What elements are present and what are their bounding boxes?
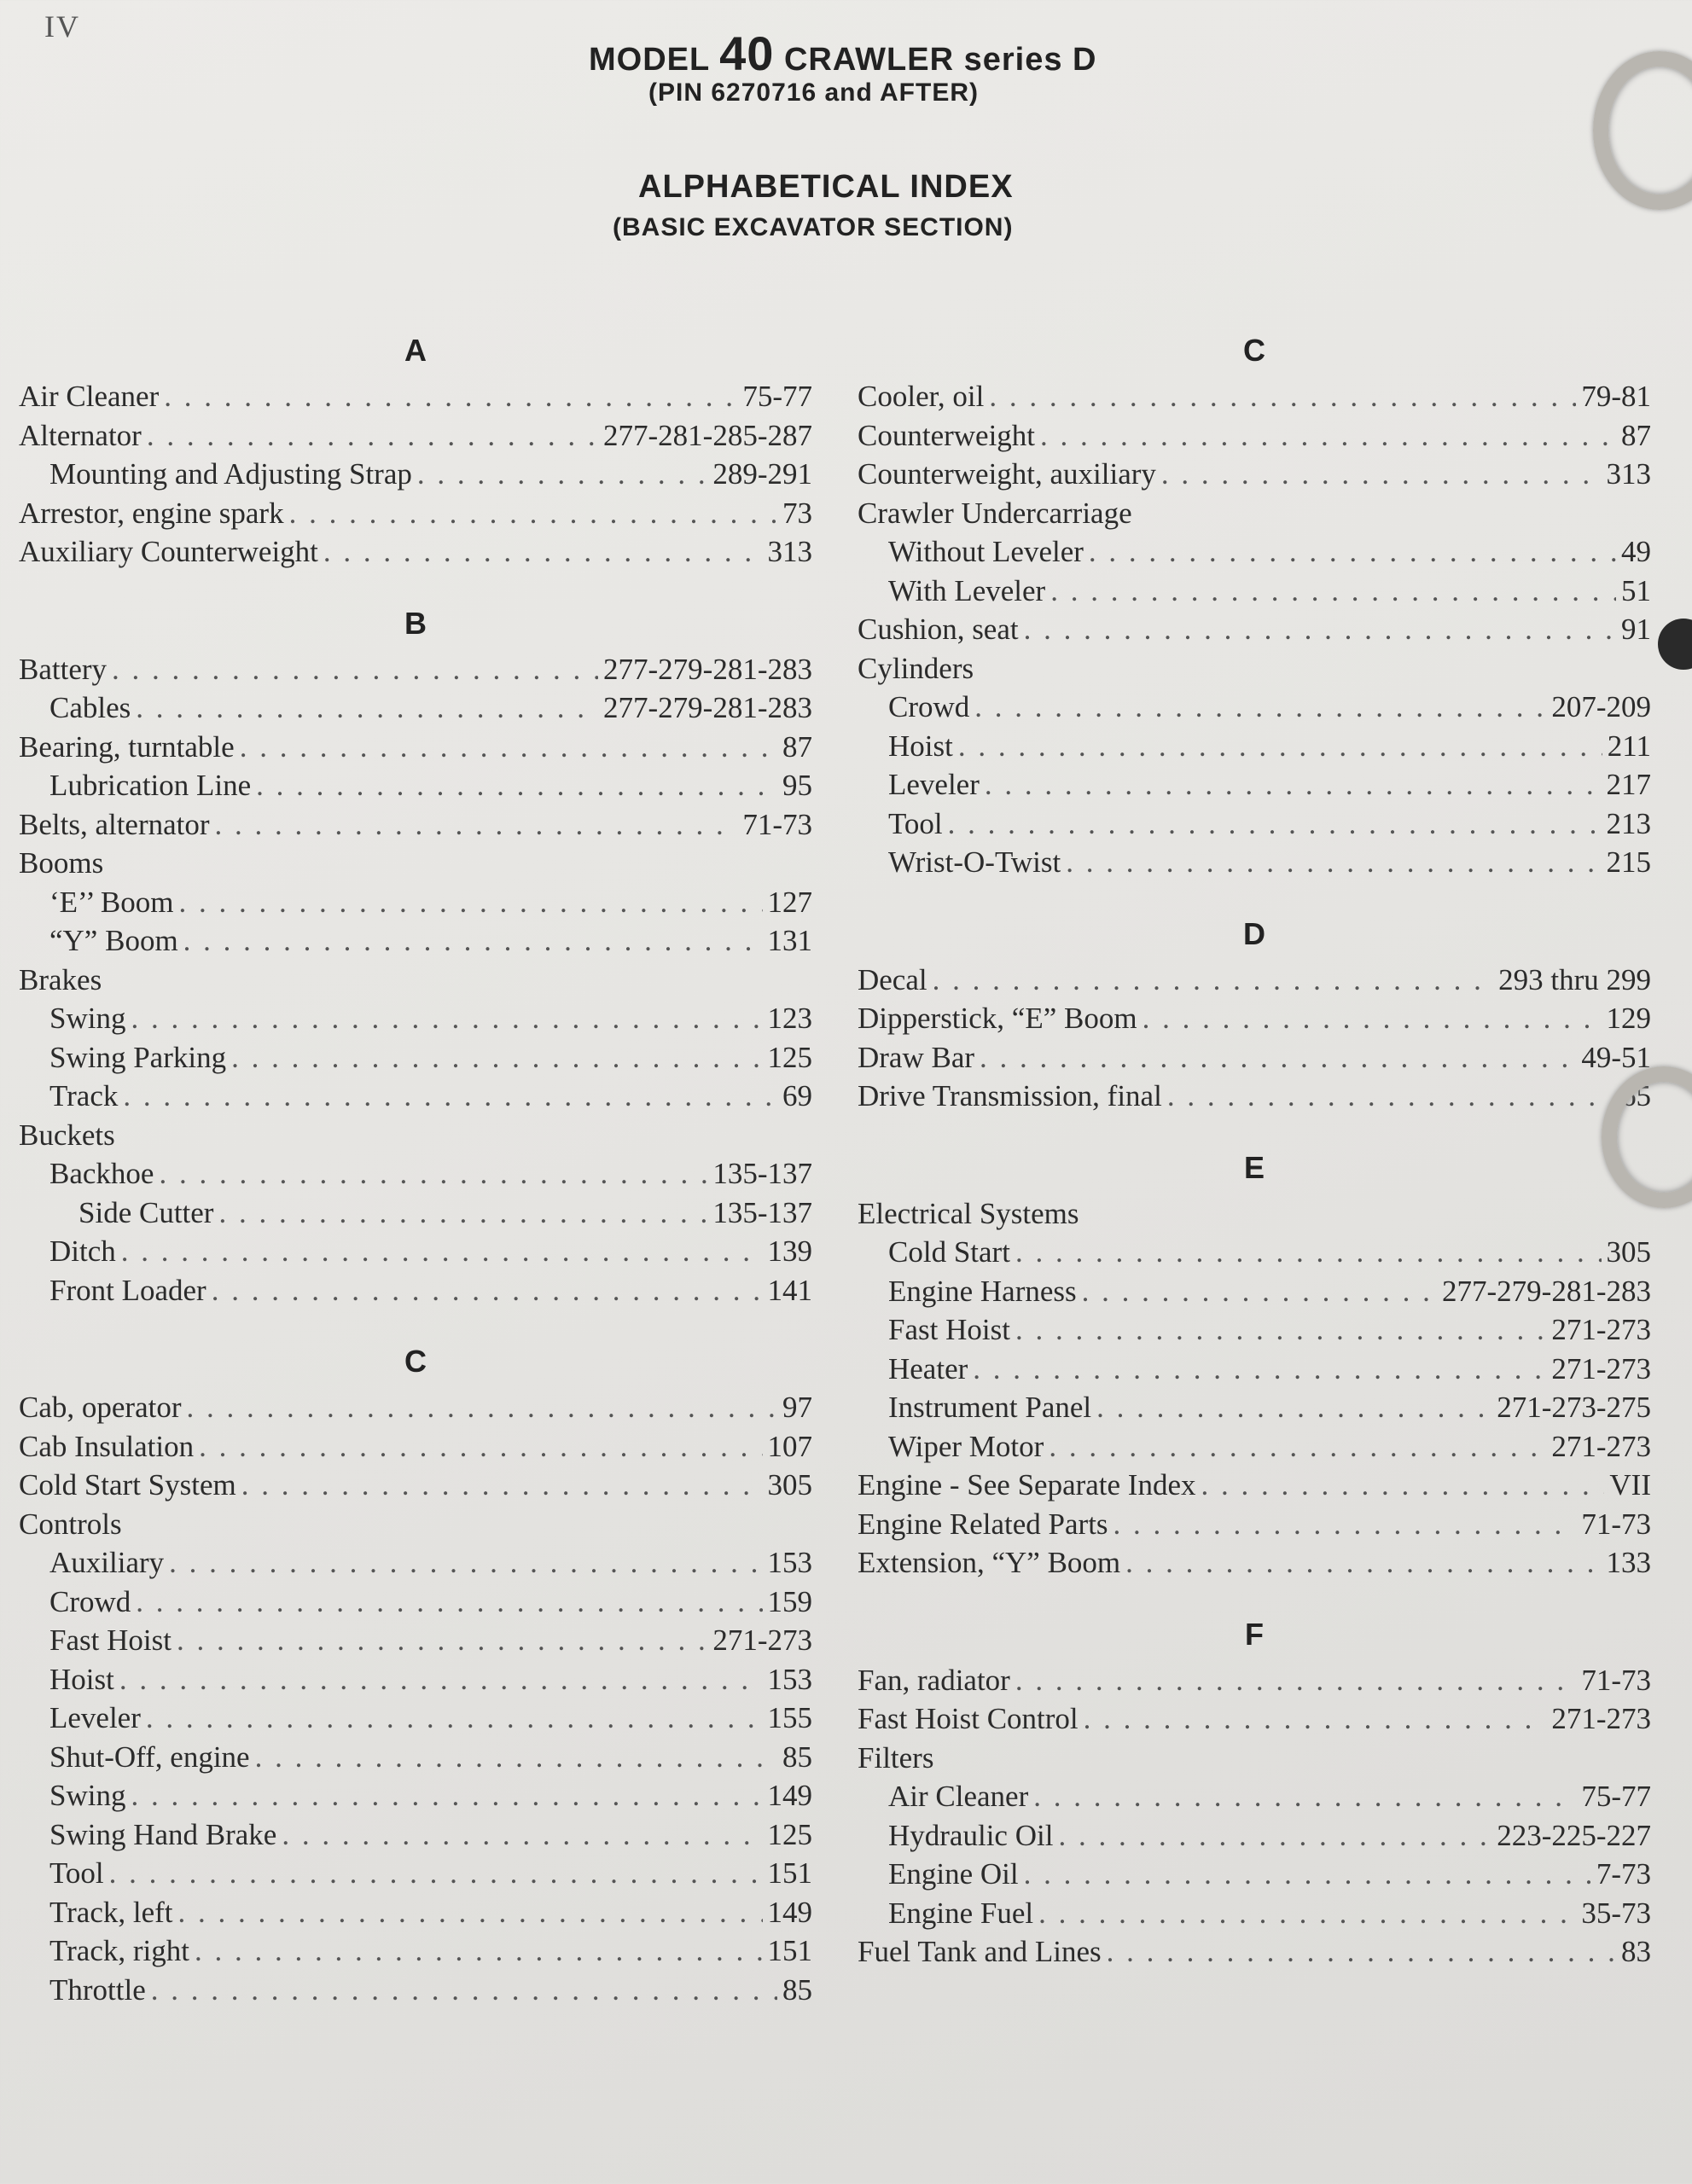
dot-leader <box>1033 1777 1576 1816</box>
entry-label: Fan, radiator <box>858 1663 1010 1697</box>
entry-label: Fast Hoist Control <box>858 1702 1079 1735</box>
entry-label: Throttle <box>49 1972 146 2007</box>
dot-leader <box>1201 1466 1605 1505</box>
dot-leader <box>417 455 707 494</box>
index-entry <box>858 377 1651 416</box>
entry-page: 129 <box>1606 1002 1651 1035</box>
entry-label: Wrist-O-Twist <box>888 845 1061 879</box>
index-entry <box>858 1894 1651 1933</box>
entry-page: 139 <box>767 1234 812 1268</box>
entry-page: 135-137 <box>712 1157 812 1190</box>
index-entry <box>19 999 812 1038</box>
index-entry <box>858 1505 1651 1544</box>
entry-page: 153 <box>767 1546 812 1579</box>
index-entry <box>858 1038 1651 1077</box>
index-entry <box>19 921 812 961</box>
index-group-heading: Brakes <box>19 962 102 996</box>
entry-label: Fast Hoist <box>888 1313 1010 1346</box>
entry-page: 65 <box>1621 1079 1651 1112</box>
entry-label: Leveler <box>49 1701 141 1734</box>
entry-label: Drive Transmission, final <box>858 1079 1162 1112</box>
entry-label: Front Loader <box>49 1273 206 1307</box>
entry-page: 73 <box>782 496 812 530</box>
entry-label: Auxiliary Counterweight <box>19 535 318 568</box>
entry-page: 217 <box>1606 768 1651 801</box>
entry-label: Cables <box>49 691 131 724</box>
entry-page: 277-279-281-283 <box>603 652 812 686</box>
entry-label: Crowd <box>49 1584 131 1618</box>
index-entry <box>19 883 812 922</box>
entry-label: Mounting and Adjusting Strap <box>49 457 412 491</box>
entry-label: Counterweight <box>858 418 1036 452</box>
index-entry <box>19 1038 812 1077</box>
entry-label: Arrestor, engine spark <box>19 496 284 530</box>
index-entry <box>19 1583 812 1622</box>
dot-leader <box>1024 610 1616 649</box>
index-entry <box>19 1543 812 1583</box>
entry-page: 149 <box>767 1779 812 1812</box>
dot-leader <box>164 377 737 416</box>
index-entry <box>19 1388 812 1427</box>
entry-label: Fuel Tank and Lines <box>858 1935 1102 1968</box>
section-letter: B <box>404 605 427 641</box>
dot-leader <box>282 1815 762 1855</box>
dot-leader <box>289 494 777 533</box>
entry-label: Engine Related Parts <box>858 1507 1108 1541</box>
entry-page: 313 <box>767 535 812 568</box>
dot-leader <box>151 1971 777 2010</box>
entry-page: 213 <box>1606 806 1651 840</box>
index-entry <box>19 1466 812 1505</box>
entry-page: 79-81 <box>1581 380 1651 413</box>
entry-page: 87 <box>1621 418 1651 452</box>
entry-page: 153 <box>767 1662 812 1696</box>
entry-page: 293 thru 299 <box>1498 962 1651 996</box>
dot-leader <box>241 1466 763 1505</box>
dot-leader <box>147 416 598 456</box>
index-entry <box>19 1699 812 1738</box>
index-entry <box>858 1777 1651 1816</box>
dot-leader <box>1038 1894 1576 1933</box>
entry-label: Air Cleaner <box>19 380 160 413</box>
entry-page: 149 <box>767 1895 812 1929</box>
dot-leader <box>131 1776 762 1815</box>
index-entry <box>858 1466 1651 1505</box>
index-entry <box>19 650 812 689</box>
index-entry <box>858 532 1651 572</box>
entry-label: Track <box>49 1079 119 1112</box>
dot-leader <box>212 1271 763 1310</box>
entry-page: 51 <box>1621 573 1651 607</box>
section-letter: C <box>1243 333 1265 368</box>
entry-label: Swing <box>49 1779 126 1812</box>
entry-label: Extension, “Y” Boom <box>858 1546 1121 1579</box>
dot-leader <box>1049 1427 1546 1467</box>
entry-page: VII <box>1609 1468 1651 1502</box>
index-entry <box>858 1388 1651 1427</box>
entry-label: With Leveler <box>888 573 1046 607</box>
entry-page: 7-73 <box>1596 1857 1651 1891</box>
dot-leader <box>958 727 1602 766</box>
dot-leader <box>177 1621 707 1660</box>
dot-leader <box>231 1038 762 1077</box>
index-group-heading: Filters <box>858 1740 934 1774</box>
dot-leader <box>973 1350 1546 1389</box>
index-entry <box>19 766 812 805</box>
document-title <box>589 26 1097 81</box>
entry-page: 131 <box>767 924 812 957</box>
dot-leader <box>1040 416 1616 456</box>
entry-label: “Y” Boom <box>49 924 178 957</box>
entry-page: 123 <box>767 1002 812 1035</box>
section-letter: E <box>1243 1149 1265 1185</box>
entry-page: 75-77 <box>742 380 812 413</box>
index-entry <box>858 610 1651 649</box>
section-letter: C <box>404 1344 427 1379</box>
entry-page: 271-273 <box>1551 1351 1651 1385</box>
entry-page: 75-77 <box>1581 1780 1651 1813</box>
index-entry <box>19 1854 812 1893</box>
entry-page: 151 <box>767 1856 812 1890</box>
index-entry <box>858 843 1651 882</box>
entry-label: Cold Start <box>888 1235 1010 1269</box>
dot-leader <box>215 805 738 845</box>
entry-page: 271-273 <box>712 1623 812 1657</box>
index-entry <box>19 688 812 728</box>
entry-page: 71-73 <box>742 807 812 841</box>
dot-leader <box>199 1427 762 1467</box>
entry-page: 211 <box>1607 729 1651 763</box>
dot-leader <box>1096 1388 1491 1427</box>
model-number: 40 <box>719 26 775 80</box>
entry-label: Shut-Off, engine <box>49 1740 250 1774</box>
dot-leader <box>1050 572 1616 611</box>
dot-leader <box>1113 1505 1577 1544</box>
dot-leader <box>980 1038 1576 1077</box>
index-entry <box>858 999 1651 1038</box>
entry-page: 305 <box>767 1468 812 1502</box>
dot-leader <box>989 377 1576 416</box>
dot-leader <box>131 999 762 1038</box>
entry-page: 71-73 <box>1581 1663 1651 1697</box>
index-entry <box>19 494 812 533</box>
entry-page: 49 <box>1621 535 1651 568</box>
entry-page: 125 <box>767 1817 812 1851</box>
entry-label: Engine - See Separate Index <box>858 1468 1196 1502</box>
entry-page: 83 <box>1621 1935 1651 1968</box>
entry-label: Heater <box>888 1351 968 1385</box>
entry-page: 271-273 <box>1551 1313 1651 1346</box>
index-group-heading: Crawler Undercarriage <box>858 496 1132 530</box>
entry-label: Engine Fuel <box>888 1896 1034 1930</box>
entry-page: 271-273-275 <box>1497 1391 1651 1424</box>
entry-page: 159 <box>767 1584 812 1618</box>
dot-leader <box>183 921 763 961</box>
entry-label: ‘E’’ Boom <box>49 885 174 919</box>
entry-page: 97 <box>782 1391 812 1424</box>
dot-leader <box>186 1388 777 1427</box>
entry-page: 151 <box>767 1934 812 1967</box>
dot-leader <box>195 1931 763 1971</box>
dot-leader <box>136 1583 762 1622</box>
dot-leader <box>1082 1272 1437 1311</box>
index-entry <box>858 1272 1651 1311</box>
entry-label: Engine Oil <box>888 1857 1019 1891</box>
entry-page: 141 <box>767 1273 812 1307</box>
entry-page: 277-279-281-283 <box>1442 1274 1651 1308</box>
index-entry <box>858 1350 1651 1389</box>
entry-label: Belts, alternator <box>19 807 210 841</box>
index-entry <box>19 1815 812 1855</box>
section-letter: F <box>1245 1616 1264 1652</box>
dot-leader <box>1015 1310 1546 1350</box>
entry-page: 271-273 <box>1551 1702 1651 1735</box>
index-entry <box>858 1932 1651 1972</box>
index-entry <box>19 1776 812 1815</box>
index-group-heading: Electrical Systems <box>858 1196 1079 1230</box>
index-entry <box>19 377 812 416</box>
index-entry <box>858 1543 1651 1583</box>
index-entry <box>858 1427 1651 1467</box>
entry-page: 277-279-281-283 <box>603 691 812 724</box>
entry-label: Alternator <box>19 418 142 452</box>
index-entry <box>19 455 812 494</box>
entry-label: Track, left <box>49 1895 173 1929</box>
index-entry <box>858 1077 1651 1116</box>
entry-page: 71-73 <box>1581 1507 1651 1541</box>
entry-label: Dipperstick, “E” Boom <box>858 1002 1137 1035</box>
entry-page: 289-291 <box>712 457 812 491</box>
dot-leader <box>985 765 1602 804</box>
entry-page: 155 <box>767 1701 812 1734</box>
section-gap <box>858 882 1651 908</box>
index-entry <box>19 1194 812 1233</box>
entry-label: Cab Insulation <box>19 1429 195 1463</box>
pin-range: (PIN 6270716 and AFTER) <box>648 78 979 107</box>
entry-label: Backhoe <box>49 1157 154 1190</box>
dot-leader <box>1167 1077 1616 1116</box>
entry-label: Swing Hand Brake <box>49 1817 277 1851</box>
index-group-heading: Buckets <box>19 1118 115 1152</box>
index-entry <box>19 1971 812 2010</box>
index-entry <box>858 416 1651 456</box>
section-letter: A <box>404 333 427 368</box>
index-group-heading: Controls <box>19 1507 122 1541</box>
index-entry <box>19 532 812 572</box>
dot-leader <box>119 1660 763 1699</box>
entry-label: Instrument Panel <box>888 1391 1092 1424</box>
dot-leader <box>109 1854 763 1893</box>
entry-page: 87 <box>782 729 812 764</box>
index-entry <box>858 688 1651 727</box>
entry-label: Tool <box>888 806 943 840</box>
dot-leader <box>1024 1855 1591 1894</box>
entry-page: 49-51 <box>1581 1040 1651 1074</box>
entry-page: 127 <box>767 885 812 919</box>
entry-page: 133 <box>1606 1546 1651 1579</box>
index-subtitle: (BASIC EXCAVATOR SECTION) <box>613 213 1014 241</box>
index-entry <box>858 455 1651 494</box>
entry-label: Hoist <box>888 729 953 763</box>
title-suffix: CRAWLER series D <box>783 42 1097 78</box>
entry-label: Track, right <box>49 1934 189 1967</box>
index-entry <box>19 1077 812 1116</box>
index-entry <box>19 1232 812 1271</box>
dot-leader <box>121 1232 763 1271</box>
dot-leader <box>1125 1543 1601 1583</box>
dot-leader <box>123 1077 777 1116</box>
entry-label: Bearing, turntable <box>19 729 235 764</box>
dot-leader <box>974 688 1546 727</box>
section-letter: D <box>1243 915 1265 951</box>
entry-label: Without Leveler <box>888 535 1084 568</box>
entry-page: 223-225-227 <box>1497 1818 1651 1852</box>
index-entry <box>19 1154 812 1194</box>
left-index-column <box>19 324 812 2009</box>
binder-hole <box>1658 619 1692 670</box>
entry-label: Air Cleaner <box>888 1780 1029 1813</box>
dot-leader <box>178 883 762 922</box>
entry-page: 135-137 <box>712 1195 812 1229</box>
dot-leader <box>1089 532 1616 572</box>
index-entry <box>19 1893 812 1932</box>
dot-leader <box>146 1699 763 1738</box>
entry-label: Wiper Motor <box>888 1429 1044 1463</box>
index-title: ALPHABETICAL INDEX <box>638 169 1014 205</box>
index-entry <box>19 416 812 456</box>
entry-page: 91 <box>1621 613 1651 646</box>
entry-label: Crowd <box>888 690 970 723</box>
dot-leader <box>1015 1233 1602 1272</box>
entry-label: Counterweight, auxiliary <box>858 457 1156 491</box>
index-entry <box>19 1621 812 1660</box>
entry-label: Engine Harness <box>888 1274 1077 1308</box>
index-entry <box>858 804 1651 844</box>
entry-label: Side Cutter <box>78 1195 214 1229</box>
entry-page: 35-73 <box>1581 1896 1651 1930</box>
index-entry <box>19 1427 812 1467</box>
index-entry <box>858 961 1651 1000</box>
dot-leader <box>1107 1932 1616 1972</box>
page-number: IV <box>44 9 80 44</box>
index-entry <box>19 1931 812 1971</box>
index-entry <box>858 1233 1651 1272</box>
dot-leader <box>948 804 1602 844</box>
title-prefix: MODEL <box>589 42 710 78</box>
right-index-column <box>858 324 1651 1972</box>
entry-page: 271-273 <box>1551 1429 1651 1463</box>
entry-label: Auxiliary <box>49 1546 165 1579</box>
index-entry <box>19 1738 812 1777</box>
entry-label: Leveler <box>888 768 980 801</box>
entry-page: 95 <box>782 769 812 802</box>
entry-page: 125 <box>767 1040 812 1074</box>
index-entry <box>19 728 812 767</box>
entry-label: Cab, operator <box>19 1391 182 1424</box>
dot-leader <box>1143 999 1602 1038</box>
entry-label: Swing Parking <box>49 1040 227 1074</box>
section-gap <box>858 1583 1651 1608</box>
index-entry <box>19 805 812 845</box>
index-entry <box>858 765 1651 804</box>
entry-page: 305 <box>1606 1235 1651 1269</box>
entry-label: Cushion, seat <box>858 613 1019 646</box>
section-gap <box>19 1310 812 1335</box>
dot-leader <box>256 766 777 805</box>
entry-page: 207-209 <box>1551 690 1651 723</box>
index-entry <box>19 1660 812 1699</box>
entry-page: 277-281-285-287 <box>603 418 812 452</box>
dot-leader <box>933 961 1494 1000</box>
entry-label: Hoist <box>49 1662 114 1696</box>
section-gap <box>19 572 812 597</box>
dot-leader <box>323 532 763 572</box>
dot-leader <box>218 1194 707 1233</box>
index-entry <box>858 1661 1651 1700</box>
entry-label: Hydraulic Oil <box>888 1818 1054 1852</box>
dot-leader <box>255 1738 777 1777</box>
entry-page: 215 <box>1606 845 1651 879</box>
entry-page: 313 <box>1606 457 1651 491</box>
entry-label: Fast Hoist <box>49 1623 172 1657</box>
entry-label: Lubrication Line <box>49 769 252 802</box>
entry-label: Draw Bar <box>858 1040 975 1074</box>
entry-label: Battery <box>19 652 108 686</box>
index-entry <box>858 1699 1651 1739</box>
dot-leader <box>112 650 598 689</box>
dot-leader <box>240 728 777 767</box>
dot-leader <box>178 1893 763 1932</box>
entry-label: Tool <box>49 1856 104 1890</box>
dot-leader <box>1015 1661 1577 1700</box>
index-entry <box>19 1271 812 1310</box>
index-entry <box>858 572 1651 611</box>
dot-leader <box>1084 1699 1547 1739</box>
index-group-heading: Booms <box>19 846 104 880</box>
index-entry <box>858 727 1651 766</box>
entry-label: Cold Start System <box>19 1468 236 1502</box>
dot-leader <box>136 688 598 728</box>
entry-label: Decal <box>858 962 927 996</box>
binder-ring-top <box>1593 51 1692 210</box>
entry-page: 107 <box>767 1429 812 1463</box>
entry-page: 69 <box>782 1079 812 1112</box>
dot-leader <box>1058 1816 1491 1856</box>
entry-label: Cooler, oil <box>858 380 985 413</box>
entry-page: 85 <box>782 1740 812 1774</box>
dot-leader <box>159 1154 707 1194</box>
entry-page: 85 <box>782 1972 812 2007</box>
section-gap <box>858 1116 1651 1141</box>
entry-label: Swing <box>49 1002 126 1035</box>
dot-leader <box>1161 455 1602 494</box>
dot-leader <box>169 1543 762 1583</box>
entry-label: Ditch <box>49 1234 116 1268</box>
index-entry <box>858 1855 1651 1894</box>
index-group-heading: Cylinders <box>858 651 974 685</box>
dot-leader <box>1066 843 1601 882</box>
index-entry <box>858 1816 1651 1856</box>
index-entry <box>858 1310 1651 1350</box>
